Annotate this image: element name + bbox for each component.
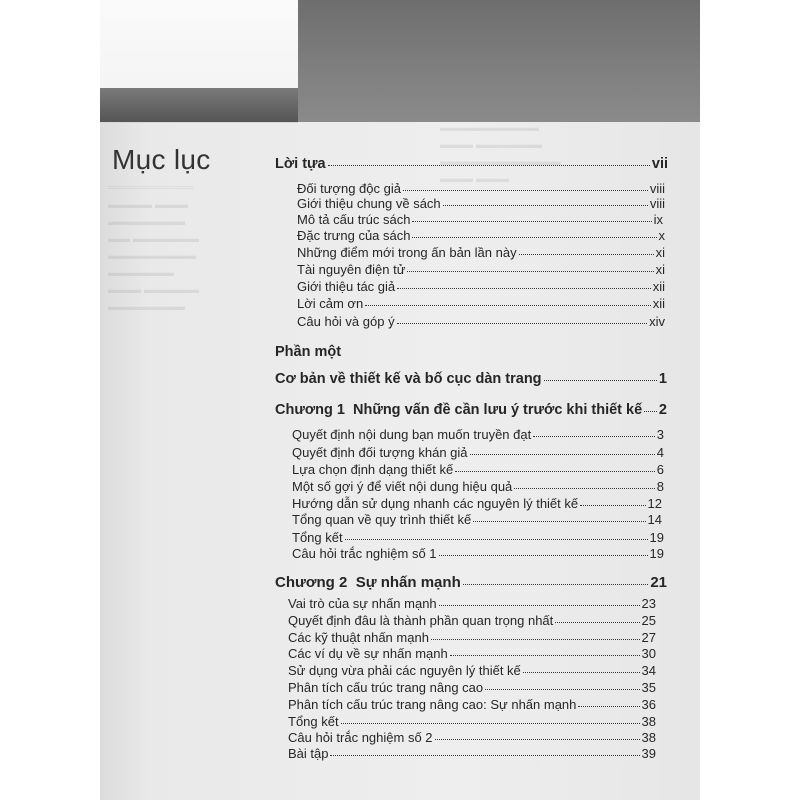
toc-entry-page: 14 xyxy=(647,512,662,527)
dot-leader xyxy=(523,671,640,673)
toc-entry-label: Tổng quan về quy trình thiết kế xyxy=(292,512,472,527)
toc-entry-label: Quyết định đâu là thành phần quan trọng nhất xyxy=(288,613,554,628)
toc-entry-page: 35 xyxy=(641,680,656,695)
dot-leader xyxy=(519,253,654,255)
dot-leader xyxy=(578,705,639,707)
toc-entry-part-one xyxy=(275,371,667,387)
toc-entry-label: Phân tích cấu trúc trang nâng cao xyxy=(288,680,484,695)
dot-leader xyxy=(412,220,651,222)
dot-leader xyxy=(431,638,640,640)
toc-entry xyxy=(297,245,665,260)
toc-entry-page: xi xyxy=(655,262,665,277)
toc-entry xyxy=(292,546,664,561)
dot-leader xyxy=(455,470,655,472)
toc-entry-page: 8 xyxy=(656,479,664,494)
toc-entry-page: xii xyxy=(652,279,665,294)
toc-entry-label: Các kỹ thuật nhấn mạnh xyxy=(288,630,429,645)
toc-entry-page: x xyxy=(658,228,665,243)
dot-leader xyxy=(439,554,648,556)
toc-entry xyxy=(297,212,663,227)
toc-entry-page: 36 xyxy=(641,697,656,712)
dot-leader xyxy=(463,583,649,585)
toc-entry xyxy=(297,181,665,196)
toc-entry-label: Hướng dẫn sử dụng nhanh các nguyên lý thiết kế xyxy=(292,496,579,511)
dot-leader xyxy=(443,204,648,206)
toc-entry-label: Lựa chọn định dạng thiết kế xyxy=(292,462,454,477)
toc-entry-page: vii xyxy=(651,156,668,172)
toc-entry xyxy=(297,196,665,211)
dot-leader xyxy=(439,604,640,606)
dot-leader xyxy=(473,520,645,522)
toc-entry-label: Vai trò của sự nhấn mạnh xyxy=(288,596,437,611)
toc-entry-page: 38 xyxy=(641,714,656,729)
toc-entry-page: 30 xyxy=(641,646,656,661)
toc-entry-label: Mô tả cấu trúc sách xyxy=(297,212,411,227)
toc-entry-label: Bài tập xyxy=(288,746,329,761)
dot-leader xyxy=(397,287,651,289)
toc-entry-chapter-1 xyxy=(275,402,667,418)
dot-leader xyxy=(365,304,651,306)
toc-entry-page: viii xyxy=(649,196,665,211)
dot-leader xyxy=(341,722,640,724)
toc-entry-label: Giới thiệu chung về sách xyxy=(297,196,441,211)
toc-entry-page: 6 xyxy=(656,462,664,477)
toc-entry-page: 19 xyxy=(649,546,664,561)
toc-entry xyxy=(292,427,664,442)
dot-leader xyxy=(580,504,645,506)
toc-entry xyxy=(288,746,656,761)
toc-entry-label: Quyết định đối tượng khán giả xyxy=(292,445,468,460)
dot-leader xyxy=(450,654,640,656)
toc-entry-page: 25 xyxy=(641,613,656,628)
dot-leader xyxy=(555,621,639,623)
toc-entry-label: Một số gợi ý để viết nội dung hiệu quả xyxy=(292,479,513,494)
toc-entry-label: Tổng kết xyxy=(288,714,339,729)
toc-entry xyxy=(288,697,656,712)
toc-entry-page: xi xyxy=(655,245,665,260)
toc-entry-label: Lời tựa xyxy=(275,156,326,172)
dot-leader xyxy=(403,189,648,191)
dot-leader xyxy=(407,270,653,272)
toc-entry-label: Câu hỏi và góp ý xyxy=(297,314,395,329)
toc-entry xyxy=(292,445,664,460)
toc-entry-page: 38 xyxy=(641,730,656,745)
toc-entry-label: Các ví dụ về sự nhấn mạnh xyxy=(288,646,448,661)
toc-entry-page: 1 xyxy=(658,371,667,387)
part-heading: Phần một xyxy=(275,344,342,360)
toc-entry-label: Giới thiệu tác giả xyxy=(297,279,396,294)
toc-entry xyxy=(297,296,665,311)
dot-leader xyxy=(470,453,655,455)
toc-entry-label: Chương 1 Những vấn đề cần lưu ý trước khi thiết kế xyxy=(275,402,643,418)
show-through-texture: ═══════════ ▬▬▬▬ ▬▬▬ ▬▬▬▬▬▬▬ ▬▬ ▬▬▬▬▬▬ ▬▬▬▬▬▬▬▬ ▬▬▬▬▬▬ ▬▬▬ ▬▬▬▬▬ ▬▬▬▬▬▬▬ xyxy=(108,182,200,313)
toc-entry-page: 39 xyxy=(641,746,656,761)
dot-leader xyxy=(328,164,650,166)
toc-entry xyxy=(288,646,656,661)
toc-entry-page: 4 xyxy=(656,445,664,460)
toc-entry-page: 21 xyxy=(650,574,667,591)
dot-leader xyxy=(485,688,639,690)
toc-entry xyxy=(288,596,656,611)
toc-entry-page: 34 xyxy=(641,663,656,678)
dot-leader xyxy=(330,754,639,756)
toc-entry xyxy=(292,512,662,527)
toc-entry-label: Câu hỏi trắc nghiệm số 2 xyxy=(288,730,433,745)
toc-entry-page: ix xyxy=(653,212,663,227)
toc-entry-page: viii xyxy=(649,181,665,196)
toc-entry xyxy=(292,530,664,545)
toc-entry xyxy=(292,462,664,477)
dot-leader xyxy=(435,738,640,740)
toc-entry-label: Đối tượng độc giả xyxy=(297,181,401,196)
dot-leader xyxy=(544,379,657,381)
toc-entry-page: 2 xyxy=(658,402,667,418)
toc-entry-page: 23 xyxy=(641,596,656,611)
show-through-texture-2: ▬▬▬▬▬▬▬▬▬ ▬▬▬ ▬▬▬▬▬▬ ▬▬▬▬▬▬▬▬▬▬▬ ▬▬▬ ▬▬▬ xyxy=(440,122,561,185)
toc-entry-label: Sử dụng vừa phải các nguyên lý thiết kế xyxy=(288,663,521,678)
toc-entry-label: Phân tích cấu trúc trang nâng cao: Sự nhấn mạnh xyxy=(288,697,577,712)
toc-entry xyxy=(288,730,656,745)
toc-entry-page: 3 xyxy=(656,427,664,442)
toc-entry xyxy=(292,479,664,494)
dot-leader xyxy=(644,410,657,412)
toc-entry-label: Tài nguyên điện tử xyxy=(297,262,406,277)
toc-entry-chapter-2 xyxy=(275,574,667,591)
toc-entry-foreword xyxy=(275,156,668,172)
toc-entry xyxy=(288,613,656,628)
toc-entry-label: Lời cảm ơn xyxy=(297,296,364,311)
page-title: Mục lục xyxy=(112,144,211,175)
toc-entry-label: Quyết định nội dung bạn muốn truyền đạt xyxy=(292,427,532,442)
dot-leader xyxy=(345,538,648,540)
toc-entry xyxy=(288,714,656,729)
toc-entry xyxy=(297,228,665,243)
toc-entry xyxy=(297,314,665,329)
toc-entry xyxy=(297,262,665,277)
toc-entry xyxy=(288,680,656,695)
toc-entry-page: 12 xyxy=(647,496,662,511)
dot-leader xyxy=(412,236,656,238)
toc-entry xyxy=(297,279,665,294)
dot-leader xyxy=(533,435,655,437)
toc-entry-label: Đặc trưng của sách xyxy=(297,228,411,243)
toc-entry-label: Những điểm mới trong ấn bản lần này xyxy=(297,245,517,260)
dot-leader xyxy=(397,322,648,324)
toc-entry xyxy=(288,630,656,645)
toc-entry-page: xiv xyxy=(649,314,665,329)
toc-entry-label: Chương 2 Sự nhấn mạnh xyxy=(275,574,461,591)
toc-entry-label: Câu hỏi trắc nghiệm số 1 xyxy=(292,546,437,561)
toc-entry-label: Tổng kết xyxy=(292,530,343,545)
toc-entry-page: 19 xyxy=(649,530,664,545)
toc-entry-label: Cơ bản về thiết kế và bố cục dàn trang xyxy=(275,371,542,387)
toc-entry xyxy=(288,663,656,678)
toc-entry-page: 27 xyxy=(641,630,656,645)
toc-entry xyxy=(292,496,662,511)
dot-leader xyxy=(514,487,654,489)
toc-entry-page: xii xyxy=(652,296,665,311)
